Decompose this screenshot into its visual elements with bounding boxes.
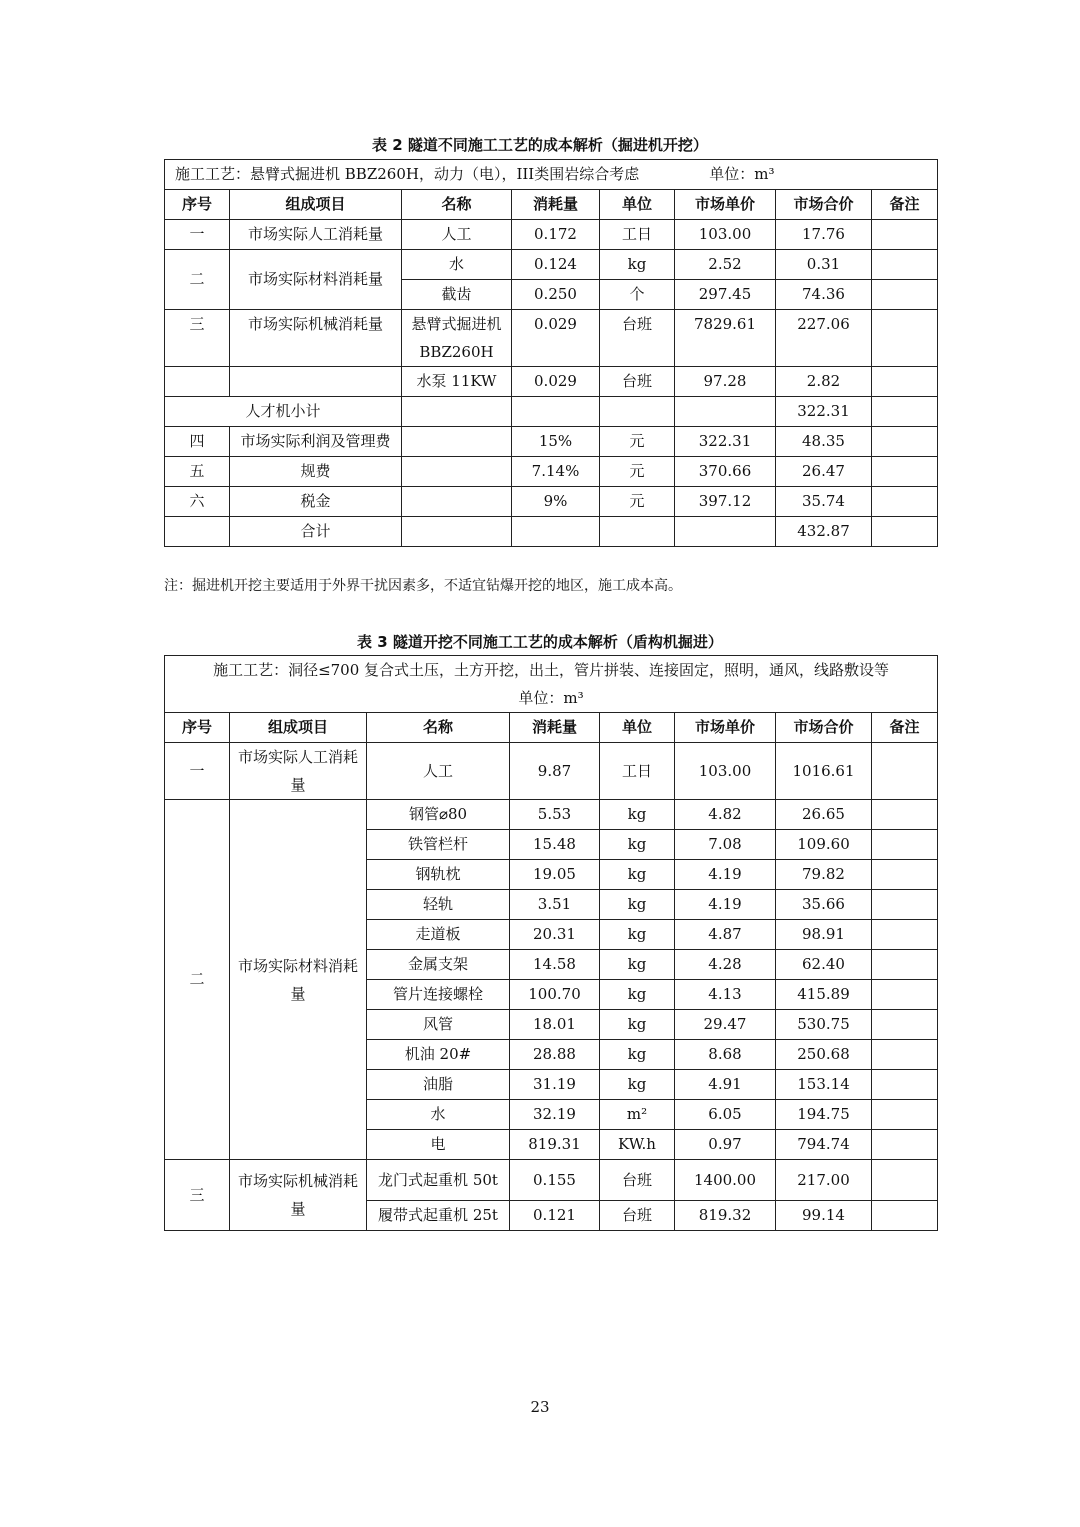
- col-header-note: 备注: [872, 190, 938, 220]
- cell-price: 370.66: [675, 457, 776, 487]
- cell-name: [402, 517, 512, 547]
- cell-total: 322.31: [776, 397, 872, 427]
- cell-name: 油脂: [367, 1070, 510, 1100]
- cell-unit: kg: [600, 980, 675, 1010]
- cell-item: 人才机小计: [165, 397, 402, 427]
- cell-price: 397.12: [675, 487, 776, 517]
- cell-total: 2.82: [776, 367, 872, 397]
- cell-unit: kg: [600, 250, 675, 280]
- page-number: 23: [530, 1398, 550, 1416]
- cell-total: 62.40: [776, 950, 872, 980]
- table3-info-row: [165, 656, 938, 713]
- cell-total: 217.00: [776, 1160, 872, 1201]
- cell-name: 铁管栏杆: [367, 830, 510, 860]
- cell-name: [402, 457, 512, 487]
- cell-item: 税金: [230, 487, 402, 517]
- cell-total: 250.68: [776, 1040, 872, 1070]
- cell-total: 98.91: [776, 920, 872, 950]
- cell-price: [675, 517, 776, 547]
- table-row: [165, 367, 938, 397]
- cell-note: [872, 980, 938, 1010]
- cell-total: 99.14: [776, 1201, 872, 1231]
- col-header-unit: 单位: [600, 713, 675, 743]
- table3: [164, 655, 938, 1231]
- cell-name: [402, 427, 512, 457]
- cell-qty: 3.51: [510, 890, 600, 920]
- cell-no: [165, 367, 230, 397]
- cell-unit: kg: [600, 1070, 675, 1100]
- cell-note: [872, 220, 938, 250]
- col-header-no: 序号: [165, 713, 230, 743]
- table-row: [165, 800, 938, 830]
- cell-note: [872, 1040, 938, 1070]
- cell-unit: kg: [600, 950, 675, 980]
- cell-name: 水: [402, 250, 512, 280]
- cell-qty: 19.05: [510, 860, 600, 890]
- col-header-item: 组成项目: [230, 190, 402, 220]
- cell-unit: 台班: [600, 367, 675, 397]
- cell-no: [165, 517, 230, 547]
- cell-no: 二: [165, 250, 230, 310]
- cell-qty: 14.58: [510, 950, 600, 980]
- cell-total: 227.06: [776, 310, 872, 367]
- cell-name: 轻轨: [367, 890, 510, 920]
- cell-note: [872, 950, 938, 980]
- cell-total: 17.76: [776, 220, 872, 250]
- cell-note: [872, 280, 938, 310]
- cell-total: 194.75: [776, 1100, 872, 1130]
- table-row: [165, 250, 938, 280]
- cell-price: 4.82: [675, 800, 776, 830]
- cell-unit: 元: [600, 487, 675, 517]
- cell-qty: 0.172: [512, 220, 600, 250]
- cell-unit: kg: [600, 800, 675, 830]
- cell-name: 风管: [367, 1010, 510, 1040]
- cell-unit: kg: [600, 860, 675, 890]
- cell-item: 市场实际材料消耗量: [230, 250, 402, 310]
- cell-note: [872, 830, 938, 860]
- cell-no: 三: [165, 310, 230, 367]
- cell-total: 1016.61: [776, 743, 872, 800]
- cell-qty: 0.155: [510, 1160, 600, 1201]
- cell-unit: [600, 397, 675, 427]
- cell-total: 35.74: [776, 487, 872, 517]
- cell-qty: 819.31: [510, 1130, 600, 1160]
- cell-total: 415.89: [776, 980, 872, 1010]
- table3-unit: 单位：m³: [518, 689, 584, 707]
- col-header-qty: 消耗量: [510, 713, 600, 743]
- table2: [164, 159, 938, 547]
- cell-price: 4.19: [675, 860, 776, 890]
- cell-note: [872, 743, 938, 800]
- cell-no: 五: [165, 457, 230, 487]
- cell-qty: 5.53: [510, 800, 600, 830]
- cell-qty: 0.124: [512, 250, 600, 280]
- table2-process-info: 施工工艺：悬臂式掘进机 BBZ260H，动力（电），III类围岩综合考虑: [175, 165, 640, 183]
- cell-price: 97.28: [675, 367, 776, 397]
- cell-unit: [600, 517, 675, 547]
- table2-info-row: [165, 160, 938, 190]
- cell-note: [872, 1010, 938, 1040]
- cell-unit: 工日: [600, 743, 675, 800]
- cell-qty: 28.88: [510, 1040, 600, 1070]
- cell-total: 79.82: [776, 860, 872, 890]
- cell-item: 市场实际利润及管理费: [230, 427, 402, 457]
- cell-price: 6.05: [675, 1100, 776, 1130]
- cell-note: [872, 250, 938, 280]
- cell-unit: 台班: [600, 310, 675, 367]
- cell-price: 819.32: [675, 1201, 776, 1231]
- cell-note: [872, 1070, 938, 1100]
- cell-qty: 31.19: [510, 1070, 600, 1100]
- cell-note: [872, 890, 938, 920]
- cell-price: 103.00: [675, 220, 776, 250]
- cell-price: 29.47: [675, 1010, 776, 1040]
- cell-unit: 台班: [600, 1160, 675, 1201]
- cell-name: 截齿: [402, 280, 512, 310]
- cell-note: [872, 860, 938, 890]
- cell-price: 0.97: [675, 1130, 776, 1160]
- cell-unit: kg: [600, 890, 675, 920]
- col-header-total: 市场合价: [776, 190, 872, 220]
- col-header-price: 市场单价: [675, 713, 776, 743]
- cell-total: 794.74: [776, 1130, 872, 1160]
- cell-unit: KW.h: [600, 1130, 675, 1160]
- cell-price: 297.45: [675, 280, 776, 310]
- cell-no: 四: [165, 427, 230, 457]
- cell-name: 管片连接螺栓: [367, 980, 510, 1010]
- cell-item: 合计: [230, 517, 402, 547]
- cell-note: [872, 920, 938, 950]
- cell-unit: 个: [600, 280, 675, 310]
- cell-unit: kg: [600, 830, 675, 860]
- cell-qty: 9.87: [510, 743, 600, 800]
- cell-name: 人工: [367, 743, 510, 800]
- cell-name: 龙门式起重机 50t: [367, 1160, 510, 1201]
- cell-unit: kg: [600, 1010, 675, 1040]
- col-header-price: 市场单价: [675, 190, 776, 220]
- cell-qty: 18.01: [510, 1010, 600, 1040]
- table-row: [165, 743, 938, 800]
- table-row: [165, 487, 938, 517]
- table-row: [165, 310, 938, 367]
- table2-caption: 表 2 隧道不同施工工艺的成本解析（掘进机开挖）: [372, 136, 708, 154]
- cell-qty: 15%: [512, 427, 600, 457]
- table2-footnote: 注：掘进机开挖主要适用于外界干扰因素多，不适宜钻爆开挖的地区，施工成本高。: [164, 578, 682, 594]
- col-header-no: 序号: [165, 190, 230, 220]
- table-row: [165, 427, 938, 457]
- cell-no: 六: [165, 487, 230, 517]
- cell-price: 4.87: [675, 920, 776, 950]
- cell-name: [402, 487, 512, 517]
- cell-item: 规费: [230, 457, 402, 487]
- cell-no: 一: [165, 743, 230, 800]
- cell-name: 钢管⌀80: [367, 800, 510, 830]
- cell-unit: 元: [600, 457, 675, 487]
- cell-no: 二: [165, 800, 230, 1160]
- cell-note: [872, 1130, 938, 1160]
- cell-qty: [512, 397, 600, 427]
- cell-price: [675, 397, 776, 427]
- cell-item: 市场实际材料消耗量: [230, 800, 367, 1160]
- table3-process-info: 施工工艺：洞径≤700 复合式土压，土方开挖，出土，管片拼装、连接固定，照明，通风，线路敷设等: [213, 661, 890, 679]
- cell-total: 0.31: [776, 250, 872, 280]
- col-header-note: 备注: [872, 713, 938, 743]
- table-row: [165, 1160, 938, 1201]
- cell-name: 水泵 11KW: [402, 367, 512, 397]
- cell-item: 市场实际人工消耗量: [230, 743, 367, 800]
- cell-note: [872, 487, 938, 517]
- col-header-total: 市场合价: [776, 713, 872, 743]
- cell-unit: kg: [600, 920, 675, 950]
- cell-price: 7.08: [675, 830, 776, 860]
- cell-note: [872, 517, 938, 547]
- cell-note: [872, 397, 938, 427]
- table-row: [165, 220, 938, 250]
- cell-total: 26.65: [776, 800, 872, 830]
- cell-qty: 9%: [512, 487, 600, 517]
- cell-item: [230, 367, 402, 397]
- cell-name: 机油 20#: [367, 1040, 510, 1070]
- cell-price: 322.31: [675, 427, 776, 457]
- cell-qty: 15.48: [510, 830, 600, 860]
- col-header-name: 名称: [402, 190, 512, 220]
- cell-name: 履带式起重机 25t: [367, 1201, 510, 1231]
- cell-qty: 0.029: [512, 310, 600, 367]
- cell-total: 153.14: [776, 1070, 872, 1100]
- cell-total: 35.66: [776, 890, 872, 920]
- cell-total: 74.36: [776, 280, 872, 310]
- cell-no: 三: [165, 1160, 230, 1231]
- cell-note: [872, 427, 938, 457]
- col-header-item: 组成项目: [230, 713, 367, 743]
- cell-unit: m²: [600, 1100, 675, 1130]
- cell-price: 1400.00: [675, 1160, 776, 1201]
- cell-qty: 7.14%: [512, 457, 600, 487]
- cell-name: 钢轨枕: [367, 860, 510, 890]
- cell-name: 走道板: [367, 920, 510, 950]
- cell-qty: 32.19: [510, 1100, 600, 1130]
- table2-unit: 单位：m³: [709, 165, 775, 183]
- cell-unit: 工日: [600, 220, 675, 250]
- cell-note: [872, 310, 938, 367]
- cell-note: [872, 1201, 938, 1231]
- col-header-unit: 单位: [600, 190, 675, 220]
- cell-name: 水: [367, 1100, 510, 1130]
- cell-total: 48.35: [776, 427, 872, 457]
- cell-name: 金属支架: [367, 950, 510, 980]
- cell-unit: 元: [600, 427, 675, 457]
- cell-name: 电: [367, 1130, 510, 1160]
- table2-header-row: [165, 190, 938, 220]
- cell-total: 109.60: [776, 830, 872, 860]
- col-header-name: 名称: [367, 713, 510, 743]
- cell-item: 市场实际人工消耗量: [230, 220, 402, 250]
- table-row: [165, 397, 938, 427]
- table3-caption: 表 3 隧道开挖不同施工工艺的成本解析（盾构机掘进）: [357, 633, 723, 651]
- cell-unit: 台班: [600, 1201, 675, 1231]
- cell-name: 悬臂式掘进机 BBZ260H: [402, 310, 512, 367]
- cell-name: [402, 397, 512, 427]
- cell-unit: kg: [600, 1040, 675, 1070]
- cell-note: [872, 457, 938, 487]
- cell-qty: 0.121: [510, 1201, 600, 1231]
- cell-price: 4.28: [675, 950, 776, 980]
- col-header-qty: 消耗量: [512, 190, 600, 220]
- cell-qty: 20.31: [510, 920, 600, 950]
- cell-qty: 0.029: [512, 367, 600, 397]
- table-row: [165, 517, 938, 547]
- cell-qty: 0.250: [512, 280, 600, 310]
- cell-note: [872, 1160, 938, 1201]
- cell-qty: 100.70: [510, 980, 600, 1010]
- cell-qty: [512, 517, 600, 547]
- cell-item: 市场实际机械消耗量: [230, 1160, 367, 1231]
- cell-price: 103.00: [675, 743, 776, 800]
- cell-price: 2.52: [675, 250, 776, 280]
- cell-total: 432.87: [776, 517, 872, 547]
- cell-total: 26.47: [776, 457, 872, 487]
- cell-price: 4.19: [675, 890, 776, 920]
- cell-price: 4.13: [675, 980, 776, 1010]
- cell-note: [872, 800, 938, 830]
- cell-total: 530.75: [776, 1010, 872, 1040]
- cell-price: 4.91: [675, 1070, 776, 1100]
- cell-price: 7829.61: [675, 310, 776, 367]
- cell-item: 市场实际机械消耗量: [230, 310, 402, 367]
- cell-no: 一: [165, 220, 230, 250]
- table3-header-row: [165, 713, 938, 743]
- cell-note: [872, 367, 938, 397]
- cell-name: 人工: [402, 220, 512, 250]
- cell-price: 8.68: [675, 1040, 776, 1070]
- cell-note: [872, 1100, 938, 1130]
- table-row: [165, 457, 938, 487]
